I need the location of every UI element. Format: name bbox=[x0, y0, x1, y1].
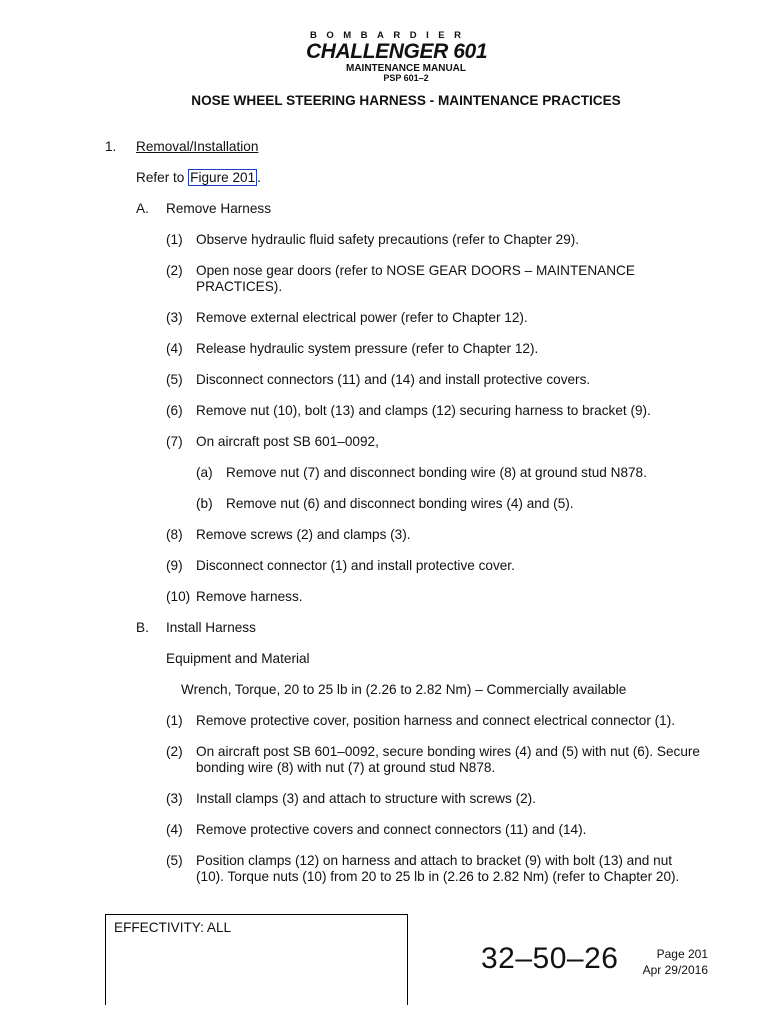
model-logo: CHALLENGER 601 bbox=[306, 40, 488, 63]
step-text: Remove nut (10), bolt (13) and clamps (12) securing harness to bracket (9). bbox=[196, 403, 651, 418]
equipment-heading: Equipment and Material bbox=[166, 651, 310, 666]
step-text: Remove external electrical power (refer to Chapter 12). bbox=[196, 310, 528, 325]
substep-number: (b) bbox=[196, 496, 213, 511]
refer-suffix: . bbox=[257, 170, 261, 185]
psp-number: PSP 601–2 bbox=[383, 73, 429, 83]
figure-link[interactable]: Figure 201 bbox=[190, 170, 256, 185]
step-number: (1) bbox=[166, 232, 183, 247]
substep-text: Remove nut (7) and disconnect bonding wire (8) at ground stud N878. bbox=[226, 465, 647, 480]
step-text: Disconnect connectors (11) and (14) and install protective covers. bbox=[196, 372, 591, 387]
step-text: Release hydraulic system pressure (refer to Chapter 12). bbox=[196, 341, 539, 356]
step-text: Remove protective covers and connect connectors (11) and (14). bbox=[196, 822, 587, 837]
page-title: NOSE WHEEL STEERING HARNESS - MAINTENANCE PRACTICES bbox=[191, 93, 621, 108]
figure-reference bbox=[136, 170, 261, 186]
effectivity-box bbox=[105, 914, 408, 1005]
step-text: On aircraft post SB 601–0092, bbox=[196, 434, 379, 449]
part-letter: A. bbox=[136, 201, 149, 216]
effectivity-label: EFFECTIVITY: ALL bbox=[114, 920, 232, 935]
section-title: Removal/Installation bbox=[136, 139, 259, 154]
step-text: Install clamps (3) and attach to structure with screws (2). bbox=[196, 791, 536, 806]
substep-number: (a) bbox=[196, 465, 213, 480]
revision-date: Apr 29/2016 bbox=[642, 963, 708, 977]
step-text: Observe hydraulic fluid safety precautions (refer to Chapter 29). bbox=[196, 232, 580, 247]
part-letter: B. bbox=[136, 620, 149, 635]
step-text: Remove protective cover, position harness and connect electrical connector (1). bbox=[196, 713, 676, 728]
step-number: (3) bbox=[166, 791, 183, 806]
step-number: (4) bbox=[166, 822, 183, 837]
part-title: Install Harness bbox=[166, 620, 256, 635]
document-number: 32–50–26 bbox=[481, 942, 619, 975]
step-text: On aircraft post SB 601–0092, secure bonding wires (4) and (5) with nut (6). Secure bonding wire (8) with nut (7) at ground stud N878. bbox=[196, 744, 700, 775]
step-number: (2) bbox=[166, 744, 183, 759]
brand-wordmark: BOMBARDIER bbox=[310, 30, 471, 41]
section-number: 1. bbox=[105, 139, 117, 154]
step-text: Open nose gear doors (refer to NOSE GEAR DOORS – MAINTENANCE PRACTICES). bbox=[196, 263, 635, 294]
step-number: (3) bbox=[166, 310, 183, 325]
step-number: (8) bbox=[166, 527, 183, 542]
step-text: Disconnect connector (1) and install protective cover. bbox=[196, 558, 515, 573]
manual-name: MAINTENANCE MANUAL bbox=[346, 63, 466, 74]
step-number: (7) bbox=[166, 434, 183, 449]
step-number: (2) bbox=[166, 263, 183, 278]
step-number: (10) bbox=[166, 589, 191, 604]
step-text: Position clamps (12) on harness and attach to bracket (9) with bolt (13) and nut (10). Torque nuts (10) from 20 to 25 lb in (2.26 to 2.82 Nm) (refer to Chapter 20). bbox=[196, 853, 680, 884]
step-number: (6) bbox=[166, 403, 183, 418]
step-number: (9) bbox=[166, 558, 183, 573]
substep-text: Remove nut (6) and disconnect bonding wires (4) and (5). bbox=[226, 496, 574, 511]
step-number: (4) bbox=[166, 341, 183, 356]
equipment-item: Wrench, Torque, 20 to 25 lb in (2.26 to 2.82 Nm) – Commercially available bbox=[181, 682, 627, 697]
page-number: Page 201 bbox=[656, 947, 708, 961]
refer-prefix: Refer to bbox=[136, 170, 189, 185]
part-title: Remove Harness bbox=[166, 201, 272, 216]
step-number: (5) bbox=[166, 372, 183, 387]
step-number: (1) bbox=[166, 713, 183, 728]
step-text: Remove screws (2) and clamps (3). bbox=[196, 527, 411, 542]
step-number: (5) bbox=[166, 853, 183, 868]
step-text: Remove harness. bbox=[196, 589, 303, 604]
